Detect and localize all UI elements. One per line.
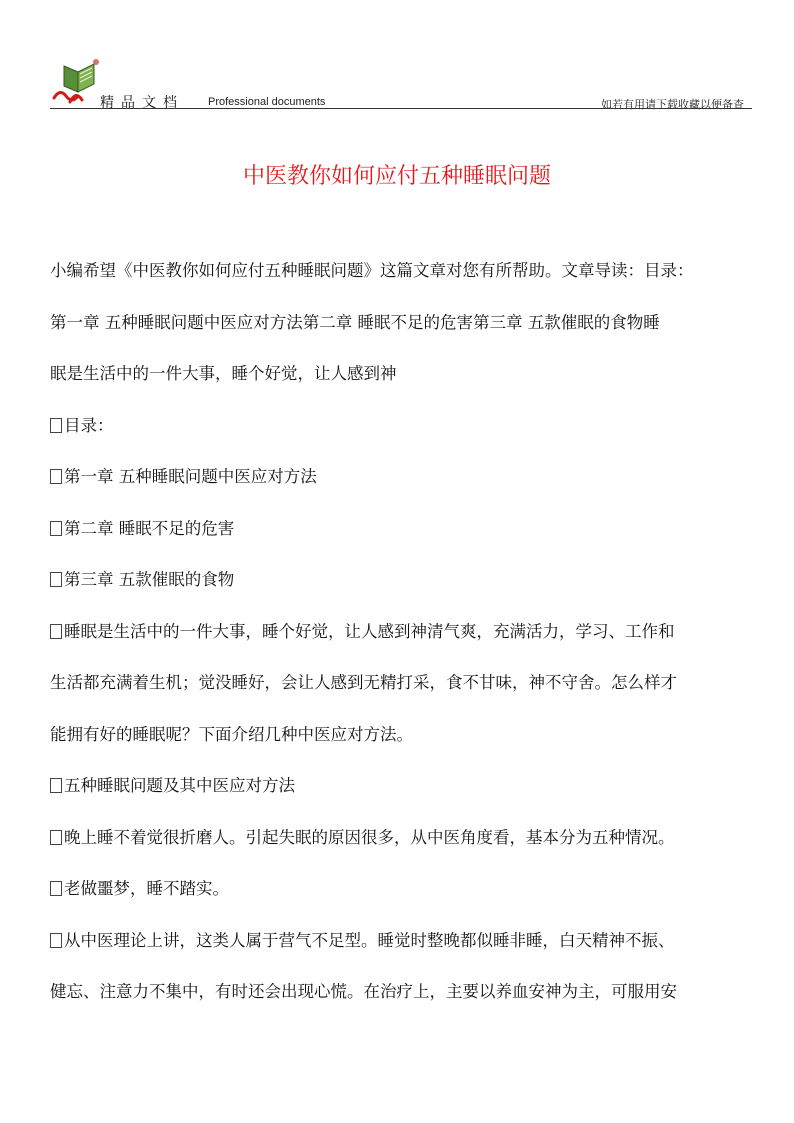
checkbox-glyph-icon	[50, 933, 62, 948]
text-line	[50, 348, 770, 400]
text-line	[50, 915, 770, 967]
text-line-content: 睡眠是生活中的一件大事，睡个好觉，让人感到神清气爽，充满活力，学习、工作和	[64, 621, 675, 641]
logo	[50, 52, 106, 108]
text-line	[50, 812, 770, 864]
text-line-content: 小编希望《中医教你如何应付五种睡眠问题》这篇文章对您有所帮助。文章导读：目录：	[50, 261, 694, 280]
brand-subtitle: Professional documents	[208, 96, 326, 108]
text-line	[50, 503, 770, 555]
text-line-content: 从中医理论上讲，这类人属于营气不足型。睡觉时整晚都似睡非睡，白天精神不振、	[64, 930, 675, 950]
text-line-content: 晚上睡不着觉很折磨人。引起失眠的原因很多，从中医角度看，基本分为五种情况。	[64, 827, 675, 847]
text-line-content: 目录：	[64, 415, 114, 435]
checkbox-glyph-icon	[50, 881, 62, 896]
text-line-content: 生活都充满着生机；觉没睡好，会让人感到无精打采，食不甘味，神不守舍。怎么样才	[50, 673, 677, 692]
checkbox-glyph-icon	[50, 469, 62, 484]
checkbox-glyph-icon	[50, 572, 62, 587]
text-line-content: 第一章 五种睡眠问题中医应对方法	[64, 467, 317, 486]
text-line-content: 能拥有好的睡眠呢？下面介绍几种中医应对方法。	[50, 724, 413, 744]
text-line	[50, 760, 770, 812]
text-line-content: 第二章 睡眠不足的危害	[64, 518, 235, 538]
page-header	[50, 52, 752, 112]
text-line	[50, 709, 770, 761]
text-line	[50, 863, 770, 915]
text-line	[50, 400, 770, 452]
checkbox-glyph-icon	[50, 624, 62, 639]
text-line	[50, 554, 770, 606]
book-logo-icon	[50, 52, 106, 108]
header-note: 如若有用请下载收藏以便备查	[601, 98, 744, 111]
checkbox-glyph-icon	[50, 418, 62, 433]
text-line-content: 眠是生活中的一件大事，睡个好觉，让人感到神	[50, 364, 397, 383]
text-line-content: 第三章 五款催眠的食物	[64, 570, 235, 589]
text-line	[50, 606, 770, 658]
document-title: 中医教你如何应付五种睡眠问题	[242, 164, 551, 189]
document-body	[50, 245, 770, 1018]
text-line	[50, 297, 770, 349]
text-line	[50, 657, 770, 709]
text-line-content: 老做噩梦，睡不踏实。	[64, 879, 229, 898]
text-line	[50, 966, 770, 1018]
checkbox-glyph-icon	[50, 521, 62, 536]
header-divider	[50, 108, 752, 109]
checkbox-glyph-icon	[50, 778, 62, 793]
text-line-content: 健忘、注意力不集中，有时还会出现心慌。在治疗上，主要以养血安神为主，可服用安	[50, 982, 677, 1001]
text-line	[50, 245, 770, 297]
text-line-content: 五种睡眠问题及其中医应对方法	[64, 776, 295, 795]
brand-title: 精品文档	[100, 95, 184, 111]
text-line-content: 第一章 五种睡眠问题中医应对方法第二章 睡眠不足的危害第三章 五款催眠的食物睡	[50, 312, 660, 332]
text-line	[50, 451, 770, 503]
checkbox-glyph-icon	[50, 830, 62, 845]
